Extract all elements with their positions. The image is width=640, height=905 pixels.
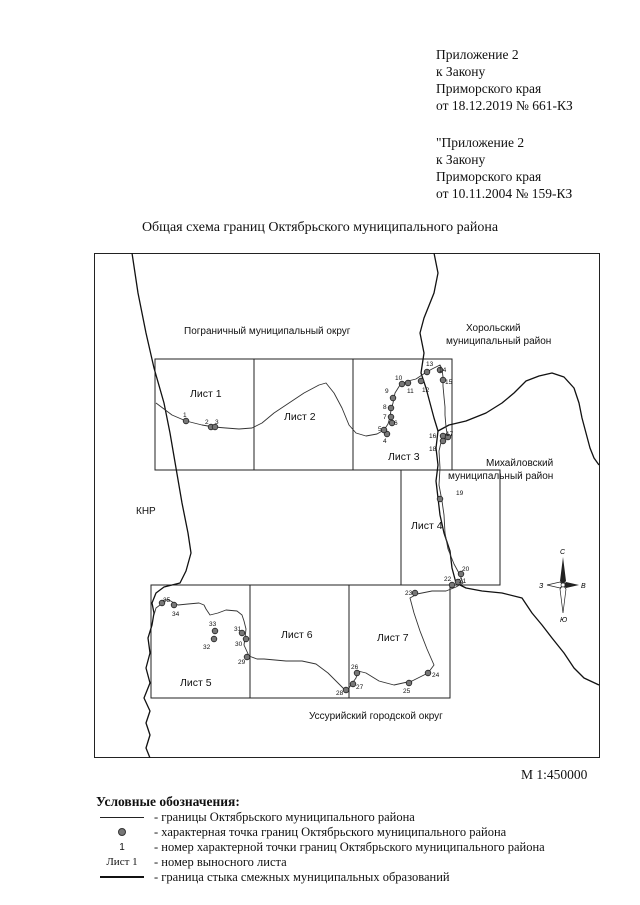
appendix-line: Приложение 2 — [436, 47, 519, 62]
point-label: 2 — [205, 419, 209, 426]
point-label: 16 — [429, 433, 437, 440]
compass-west: З — [539, 583, 544, 590]
boundary-map — [94, 253, 600, 758]
point-label: 3 — [215, 419, 219, 426]
point-label: 7 — [383, 414, 387, 421]
sheet-label-7: Лист 7 — [377, 632, 409, 644]
legend-item-sheet-number — [96, 855, 616, 870]
point-label: 15 — [445, 379, 453, 386]
region-label-khorolsky: Хорольский — [466, 323, 521, 334]
appendix-line: к Закону — [436, 152, 486, 167]
point-label: 33 — [209, 621, 217, 628]
point-label: 11 — [407, 388, 414, 395]
point-label: 23 — [405, 590, 413, 597]
boundary-point-24 — [425, 670, 431, 676]
boundary-point-7 — [388, 414, 394, 420]
khorolsky-east-border — [438, 373, 599, 465]
sheet-label-4: Лист 4 — [411, 520, 443, 532]
point-label: 19 — [456, 490, 464, 497]
point-label: 14 — [439, 367, 447, 374]
boundary-point-33 — [212, 628, 218, 634]
appendix-line: Приморского края — [436, 81, 542, 96]
point-label: 4 — [383, 438, 387, 445]
point-label: 21 — [459, 578, 467, 585]
point-label: 13 — [426, 361, 434, 368]
legend-item-junction-boundary — [96, 870, 616, 885]
legend-description: - границы Октябрьского муниципального района — [154, 810, 415, 824]
compass-east: В — [581, 583, 586, 590]
point-label: 20 — [462, 566, 470, 573]
compass-rose-icon — [539, 549, 586, 624]
boundary-point-22 — [449, 582, 455, 588]
point-label: 35 — [163, 597, 171, 604]
point-label: 29 — [238, 659, 246, 666]
point-label: 22 — [444, 576, 452, 583]
boundary-point-34 — [171, 602, 177, 608]
sheet-labels — [180, 388, 443, 689]
boundary-point-25 — [406, 680, 412, 686]
legend-title: Условные обозначения: — [96, 794, 240, 809]
sheet-label-3: Лист 3 — [388, 451, 420, 463]
region-label-ussuriysky: Уссурийский городской округ — [309, 711, 443, 722]
khorolsky-border — [420, 253, 438, 431]
appendix-line: "Приложение 2 — [436, 135, 525, 150]
region-label-knr: КНР — [136, 506, 156, 517]
legend-description: - номер выносного листа — [154, 855, 287, 869]
legend-item-district-boundary — [96, 810, 616, 825]
region-label-mikhailovsky: муниципальный район — [448, 471, 554, 482]
point-label: 6 — [394, 420, 398, 427]
point-label: 25 — [403, 688, 411, 695]
sheet-label-1: Лист 1 — [190, 388, 222, 400]
boundary-point-18 — [440, 438, 446, 444]
compass-south: Ю — [560, 617, 568, 624]
legend-symbol-sheet: Лист 1 — [106, 856, 138, 868]
point-label: 30 — [235, 641, 243, 648]
compass-north: С — [560, 549, 566, 556]
appendix-original-header — [436, 134, 572, 202]
boundary-point-30 — [243, 636, 249, 642]
point-label: 32 — [203, 644, 211, 651]
sheet-label-6: Лист 6 — [281, 629, 313, 641]
sheet-1-frame — [155, 359, 254, 470]
region-label-mikhailovsky: Михайловский — [486, 458, 554, 469]
region-label-khorolsky: муниципальный район — [446, 336, 552, 347]
region-labels — [136, 323, 553, 722]
point-label: 28 — [336, 690, 344, 697]
appendix-line: от 10.11.2004 № 159-КЗ — [436, 186, 573, 201]
legend-symbol-dot-icon — [96, 825, 148, 840]
appendix-line: к Закону — [436, 64, 486, 79]
legend-item-point-number — [96, 840, 616, 855]
point-label: 10 — [395, 375, 403, 382]
appendix-line: от 18.12.2019 № 661-КЗ — [436, 98, 573, 113]
appendix-line: Приморского края — [436, 169, 542, 184]
mikhailovsky-border — [436, 431, 599, 685]
boundary-point-12 — [418, 378, 424, 384]
boundary-point-5 — [381, 427, 387, 433]
legend-symbol-thin-line — [96, 810, 148, 825]
appendix-current-header — [436, 46, 573, 114]
point-label: 27 — [356, 684, 364, 691]
point-label: 12 — [422, 387, 430, 394]
point-label: 1 — [183, 412, 187, 419]
point-label: 18 — [429, 446, 437, 453]
boundary-point-13 — [424, 369, 430, 375]
map-title: Общая схема границ Октябрьского муниципального района — [141, 220, 499, 235]
boundary-point-28 — [343, 687, 349, 693]
boundary-point-8 — [388, 405, 394, 411]
point-label: 17 — [446, 431, 454, 438]
map-scale: М 1:450000 — [521, 767, 588, 782]
boundary-point-26 — [354, 670, 360, 676]
boundary-point-1 — [183, 418, 189, 424]
boundary-point-9 — [390, 395, 396, 401]
legend-item-boundary-point — [96, 825, 616, 840]
sheet-label-5: Лист 5 — [180, 677, 212, 689]
boundary-point-11 — [405, 380, 411, 386]
point-label: 9 — [385, 388, 389, 395]
legend-symbol-thick-line — [96, 870, 148, 885]
point-label: 8 — [383, 404, 387, 411]
legend-description: - характерная точка границ Октябрьского муниципального района — [154, 825, 507, 839]
point-label: 26 — [351, 664, 359, 671]
boundary-point-27 — [350, 681, 356, 687]
point-label: 5 — [378, 426, 382, 433]
sheet-label-2: Лист 2 — [284, 411, 316, 423]
legend-description: - номер характерной точки границ Октябрьского муниципального района — [154, 840, 545, 854]
legend-description: - граница стыка смежных муниципальных образований — [154, 870, 450, 884]
boundary-point-32 — [211, 636, 217, 642]
legend-symbol-number: 1 — [119, 842, 125, 853]
point-label: 34 — [172, 611, 180, 618]
boundary-point-19 — [437, 496, 443, 502]
sheet-6-frame — [250, 585, 349, 698]
point-label: 24 — [432, 672, 440, 679]
point-label: 31 — [234, 626, 242, 633]
boundary-point-10 — [399, 381, 405, 387]
boundary-point-23 — [412, 590, 418, 596]
region-label-pogranichny: Пограничный муниципальный округ — [184, 326, 351, 337]
